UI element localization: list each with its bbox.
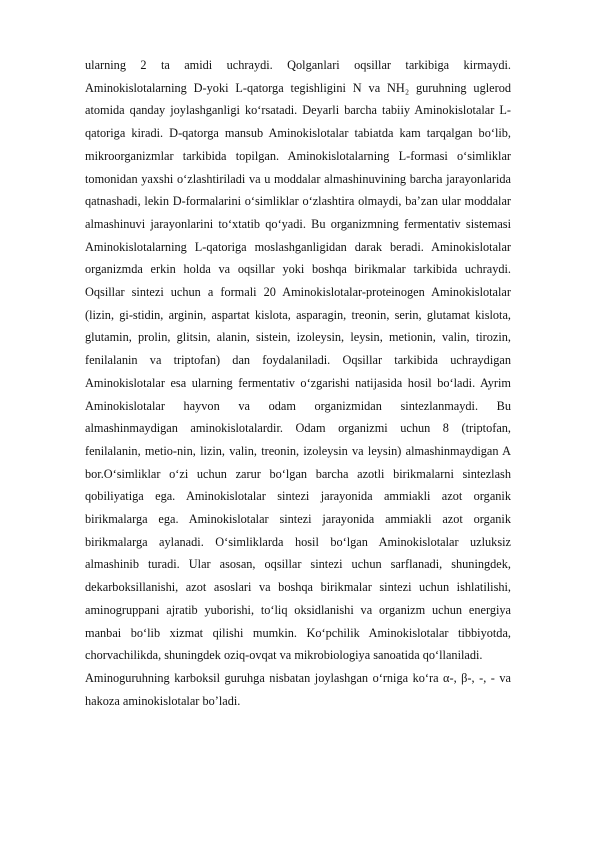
body-paragraph-2: Aminoguruhning karboksil guruhga nisbatan joylashgan o‘rniga ko‘ra α-, β-, -, - va hakoza aminokislotalar bo’ladi. xyxy=(85,670,511,708)
body-paragraph-1: ularning 2 ta amidi uchraydi. Qolganlari oqsillar tarkibiga kirmaydi. Aminokislotalarning D-yoki L-qatorga tegishligini N va NH₂ guruhning uglerod atomida qanday joylashganligi ko‘rsatadi. Deyarli barcha tabiiy Aminokislotalar L-qatoriga kiradi. D-qatorga mansub Aminokislotalar tabiatda kam tarqalgan bo‘lib, mikroorganizmlar tarkibida topilgan. Aminokislotalarning L-formasi o‘simliklar tomonidan yaxshi o‘zlashtiriladi va u moddalar almashinuvining barcha jarayonlarida qatnashadi, lekin D-formalarini o‘simliklar o‘zlashtira olmaydi, ba’zan ular moddalar almashinuvi jarayonlarini to‘xtatib qo‘yadi. Bu organizmning fermentativ sistemasi Aminokislotalarning L-qatoriga moslashganligidan darak beradi. Aminokislotalar organizmda erkin holda va oqsillar yoki boshqa birikmalar tarkibida uchraydi. Oqsillar sintezi uchun a formali 20 Aminokislotalar-proteinogen Aminokislotalar (lizin, gi-stidin, arginin, aspartat kislota, asparagin, treonin, serin, glutamat kislota, glutamin, prolin, glitsin, alanin, sistein, izoleysin, leysin, metionin, valin, tirozin, fenilalanin va triptofan) dan foydalaniladi. Oqsillar tarkibida uchraydigan Aminokislotalar esa ularning fermentativ o‘zgarishi natijasida hosil bo‘ladi. Ayrim Aminokislotalar hayvon va odam organizmidan sintezlanmaydi. Bu almashinmaydigan aminokislotalardir. Odam organizmi uchun 8 (triptofan, fenilalanin, metio-nin, lizin, valin, treonin, izoleysin va leysin) almashinmaydigan A bor.O‘simliklar o‘zi uchun zarur bo‘lgan barcha azotli birikmalarni sintezlash qobiliyatiga ega. Aminokislotalar sintezi jarayonida ammiakli azot organik birikmalarga ega. Aminokislotalar sintezi jarayonida ammiakli azot organik birikmalarga aylanadi. O‘simliklarda hosil bo‘lgan Aminokislotalar uzluksiz almashinib turadi. Ular asosan, oqsillar sintezi uchun sarflanadi, shuningdek, dekarboksillanishi, azot asoslari va boshqa birikmalar sintezi uchun ishlatilishi, aminogruppani ajratib yuborishi, to‘liq oksidlanishi va organizm uchun energiya manbai bo‘lib xizmat qilishi mumkin. Ko‘pchilik Aminokislotalar tibbiyotda, chorvachilikda, shuningdek oziq-ovqat va mikrobiologiya sanoatida qo‘llaniladi. xyxy=(85,58,511,663)
document-page xyxy=(85,54,511,712)
